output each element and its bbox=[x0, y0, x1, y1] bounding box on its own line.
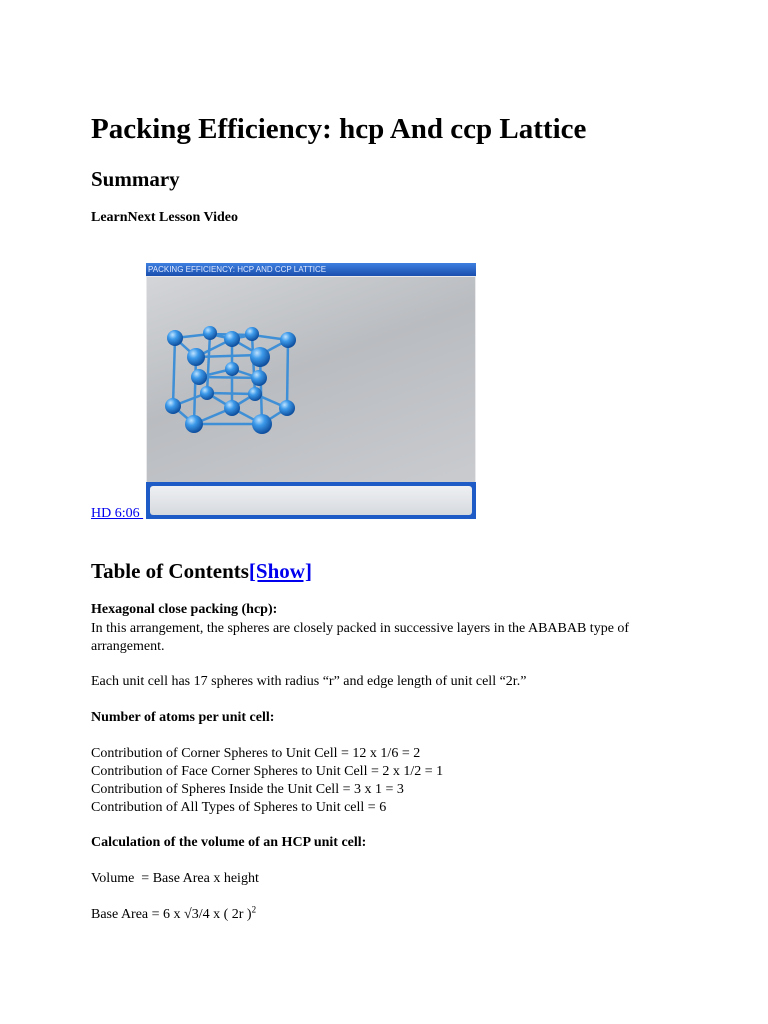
video-hd-link[interactable]: HD 6:06 bbox=[91, 506, 144, 521]
page-title: Packing Efficiency: hcp And ccp Lattice bbox=[91, 113, 587, 145]
toc-heading bbox=[91, 556, 312, 586]
hcp-intro-line-1: In this arrangement, the spheres are closely packed in successive layers in the ABABAB type of bbox=[91, 621, 630, 636]
contribution-line: Contribution of All Types of Spheres to Unit cell = 6 bbox=[91, 800, 387, 815]
video-progress-panel[interactable] bbox=[150, 486, 472, 515]
unit-cell-description: Each unit cell has 17 spheres with radius “r” and edge length of unit cell “2r.” bbox=[91, 674, 527, 689]
volume-heading: Calculation of the volume of an HCP unit cell: bbox=[91, 835, 367, 850]
video-title-bar: PACKING EFFICIENCY: HCP AND CCP LATTICE bbox=[146, 263, 476, 276]
contribution-line: Contribution of Face Corner Spheres to Unit Cell = 2 x 1/2 = 1 bbox=[91, 764, 444, 779]
base-area-text: Base Area = 6 x √3/4 x ( 2r ) bbox=[91, 907, 252, 922]
video-frame[interactable] bbox=[147, 277, 475, 482]
hcp-lattice-illustration bbox=[147, 277, 475, 482]
hcp-intro-line-2: arrangement. bbox=[91, 639, 165, 654]
toc-show-link[interactable]: [Show] bbox=[248, 559, 312, 583]
toc-title: Table of Contents bbox=[91, 559, 249, 583]
lesson-video-label: LearnNext Lesson Video bbox=[91, 210, 238, 225]
contribution-line: Contribution of Spheres Inside the Unit Cell = 3 x 1 = 3 bbox=[91, 782, 404, 797]
summary-heading: Summary bbox=[91, 167, 180, 191]
base-area-formula bbox=[91, 906, 256, 924]
base-area-exponent: 2 bbox=[251, 904, 257, 915]
lesson-video-player[interactable] bbox=[146, 263, 476, 519]
hcp-heading: Hexagonal close packing (hcp): bbox=[91, 602, 278, 617]
video-control-bar[interactable] bbox=[146, 482, 476, 519]
contribution-line: Contribution of Corner Spheres to Unit Cell = 12 x 1/6 = 2 bbox=[91, 746, 421, 761]
volume-formula: Volume = Base Area x height bbox=[91, 871, 259, 886]
atoms-per-cell-heading: Number of atoms per unit cell: bbox=[91, 710, 275, 725]
